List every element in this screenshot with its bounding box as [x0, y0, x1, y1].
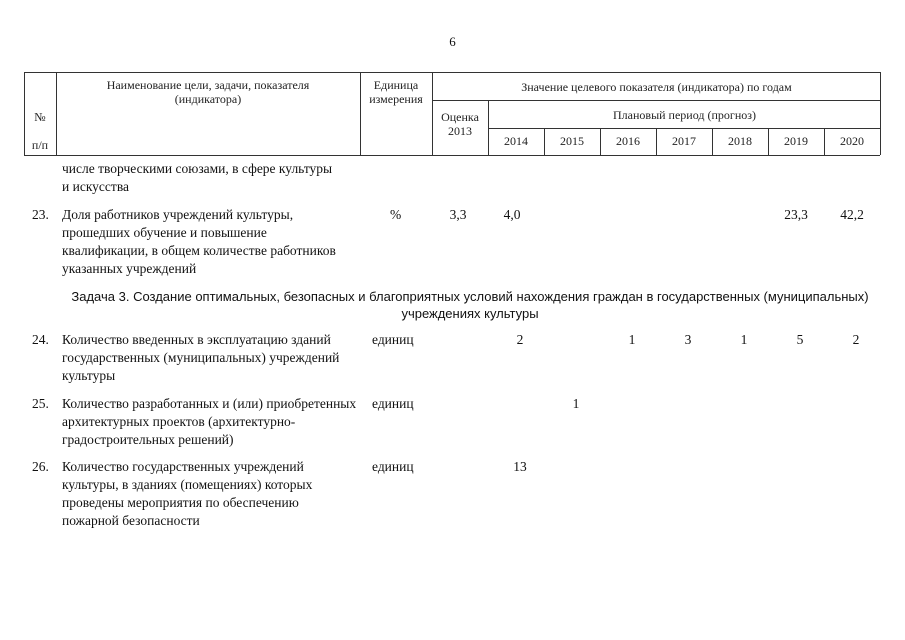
- header-estimate: Оценка 2013: [441, 110, 479, 138]
- value-2019: 5: [796, 332, 804, 347]
- value-2014: 13: [513, 459, 527, 474]
- indicator-name: Количество разработанных и (или) приобретенных архитектурных проектов (архитектурно-градостроительных решений): [62, 396, 357, 447]
- header-year-2018: 2018: [728, 134, 752, 148]
- header-values: Значение целевого показателя (индикатора) по годам: [521, 80, 792, 94]
- header-divider-no: [56, 72, 57, 155]
- header-pp: п/п: [31, 138, 49, 152]
- value-2020: 2: [852, 332, 860, 347]
- indicator-unit: единиц: [372, 332, 414, 347]
- header-year-2016: 2016: [616, 134, 640, 148]
- task-heading: Задача 3. Создание оптимальных, безопасных и благоприятных условий нахождения граждан в государственных (муниципальных) учреждениях культуры: [71, 289, 869, 321]
- value-2018: 1: [740, 332, 748, 347]
- header-top-border: [24, 72, 880, 73]
- value-2016: 1: [628, 332, 636, 347]
- value-estimate: 3,3: [449, 207, 467, 222]
- header-unit: Единица измерения: [369, 78, 423, 106]
- value-2014: 4,0: [503, 207, 521, 222]
- row-number: 26.: [32, 459, 49, 474]
- header-name: Наименование цели, задачи, показателя (индикатора): [106, 78, 310, 106]
- header-values-divider: [432, 100, 880, 101]
- header-year-2015: 2015: [560, 134, 584, 148]
- indicator-unit: единиц: [372, 396, 414, 411]
- header-right-border: [880, 72, 881, 155]
- value-2019: 23,3: [784, 207, 808, 222]
- value-2020: 42,2: [840, 207, 864, 222]
- row-number: 23.: [32, 207, 49, 222]
- header-year-2020: 2020: [840, 134, 864, 148]
- value-2017: 3: [684, 332, 692, 347]
- row-number: 25.: [32, 396, 49, 411]
- header-plan: Плановый период (прогноз): [613, 108, 756, 122]
- indicator-name: Количество введенных в эксплуатацию зданий государственных (муниципальных) учреждений культуры: [62, 332, 340, 383]
- header-year-2019: 2019: [784, 134, 808, 148]
- continued-text: числе творческими союзами, в сфере культуры и искусства: [62, 161, 333, 194]
- header-bottom-border: [24, 155, 880, 156]
- header-year-2017: 2017: [672, 134, 696, 148]
- indicator-unit: %: [390, 207, 402, 222]
- indicator-name: Доля работников учреждений культуры, прошедших обучение и повышение квалификации, в общем количестве работников указанных учреждений: [62, 207, 336, 276]
- page-number: 6: [449, 34, 456, 49]
- header-plan-divider: [488, 128, 880, 129]
- value-2015: 1: [572, 396, 580, 411]
- header-no: №: [34, 110, 46, 124]
- table-header: [24, 72, 880, 155]
- header-year-2014: 2014: [504, 134, 528, 148]
- row-number: 24.: [32, 332, 49, 347]
- indicator-unit: единиц: [372, 459, 414, 474]
- indicator-name: Количество государственных учреждений культуры, в зданиях (помещениях) которых проведены мероприятия по обеспечению пожарной безопасности: [62, 459, 313, 528]
- value-2014: 2: [516, 332, 524, 347]
